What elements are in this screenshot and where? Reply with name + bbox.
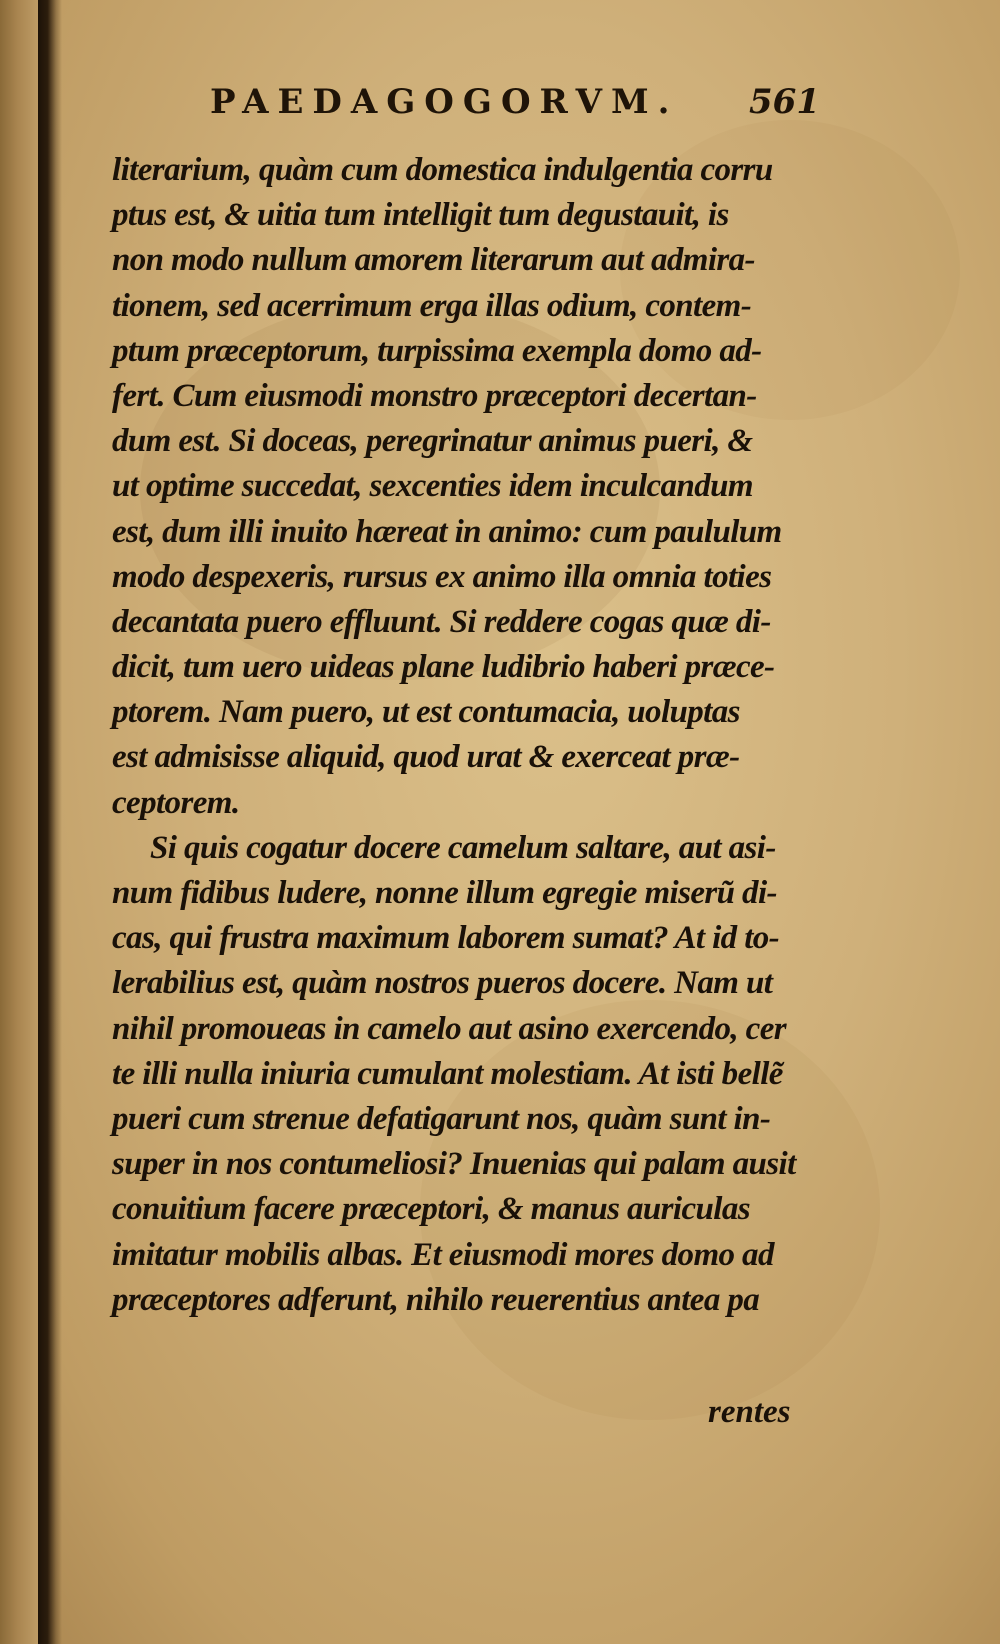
text-line: ut optime succedat, sexcenties idem inculcandum (112, 468, 753, 505)
text-line: cas, qui frustra maximum laborem sumat? At id to- (112, 920, 780, 957)
text-line: nihil promoueas in camelo aut asino exercendo, cer (112, 1010, 787, 1047)
text-line: dicit, tum uero uideas plane ludibrio haberi præce- (112, 649, 775, 686)
text-line: tionem, sed acerrimum erga illas odium, contem- (112, 287, 752, 324)
text-line: ptus est, & uitia tum intelligit tum degustauit, is (112, 197, 729, 234)
text-line: præceptores adferunt, nihilo reuerentius antea pa (112, 1281, 760, 1318)
text-line: ptum præceptorum, turpissima exempla domo ad- (112, 332, 762, 369)
text-line: te illi nulla iniuria cumulant molestiam. At isti bellẽ (112, 1055, 783, 1092)
text-line: super in nos contumeliosi? Inuenias qui palam ausit (112, 1146, 796, 1183)
text-line: ceptorem. (112, 784, 240, 821)
gutter-shadow (38, 0, 62, 1644)
body-text (112, 148, 832, 1323)
text-line: est admisisse aliquid, quod urat & exerceat præ- (112, 739, 740, 776)
paragraph-start-line: Si quis cogatur docere camelum saltare, aut asi- (150, 829, 776, 866)
text-line: imitatur mobilis albas. Et eiusmodi mores domo ad (112, 1236, 774, 1273)
text-line: pueri cum strenue defatigarunt nos, quàm sunt in- (112, 1100, 771, 1137)
text-line: lerabilius est, quàm nostros pueros docere. Nam ut (112, 965, 773, 1002)
text-line: fert. Cum eiusmodi monstro præceptori decertan- (112, 377, 757, 414)
page-number: 561 (749, 82, 820, 122)
text-line: decantata puero effluunt. Si reddere cogas quæ di- (112, 603, 771, 640)
text-line: modo despexeris, rursus ex animo illa omnia toties (112, 558, 772, 595)
running-head: PAEDAGOGORVM. (210, 82, 679, 122)
page-header (210, 82, 820, 132)
text-line: num fidibus ludere, nonne illum egregie miserũ di- (112, 875, 777, 911)
text-line: est, dum illi inuito hæreat in animo: cum paululum (112, 513, 782, 550)
text-line: non modo nullum amorem literarum aut admira- (112, 242, 755, 279)
text-line: conuitium facere præceptori, & manus auriculas (112, 1191, 750, 1228)
text-line: ptorem. Nam puero, ut est contumacia, uoluptas (112, 694, 740, 731)
text-line: dum est. Si doceas, peregrinatur animus pueri, & (112, 423, 753, 460)
text-line: literarium, quàm cum domestica indulgentia corru (112, 152, 773, 188)
catchword: rentes (708, 1394, 791, 1430)
